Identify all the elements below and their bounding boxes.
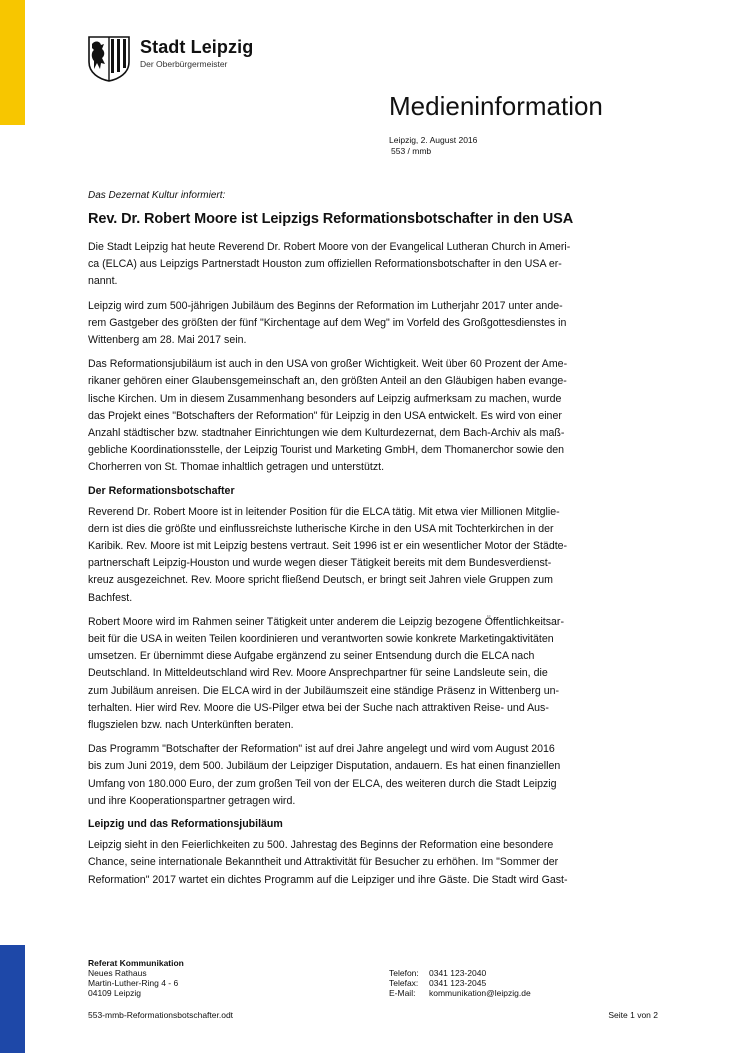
- footer-address: [88, 958, 184, 998]
- text-line: Umfang von 180.000 Euro, der zum großen Teil von der ELCA, des weiteren durch die Stadt Leipzig: [88, 777, 557, 790]
- text-line: lische Kirchen. Um in diesem Zusammenhang besonders auf Leipzig aufmerksam zu machen, wurde: [88, 392, 562, 405]
- fax-label: Telefax:: [389, 978, 419, 988]
- footer-address-line: Neues Rathaus: [88, 968, 147, 978]
- text-line: das Projekt eines "Botschafters der Reformation" für Leipzig in den USA entwickelt. Es wird von einer: [88, 409, 562, 422]
- text-line: Das Reformationsjubiläum ist auch in den USA von großer Wichtigkeit. Weit über 60 Prozent der Ame-: [88, 358, 568, 371]
- footer-org: Referat Kommunikation: [88, 958, 184, 968]
- phone-label: Telefon:: [389, 968, 419, 978]
- paragraph-6: [88, 741, 663, 810]
- email-address: kommunikation@leipzig.de: [429, 988, 531, 998]
- text-line: Reverend Dr. Robert Moore ist in leitender Position für die ELCA tätig. Mit etwa vier Millionen Mitglie-: [88, 505, 560, 518]
- section-heading-ambassador: Der Reformationsbotschafter: [88, 484, 235, 497]
- text-line: dern ist dies die größte und einflussreichste lutherische Kirche in den USA mit Tochterkirchen in der: [88, 522, 554, 535]
- text-line: gebliche Koordinationsstelle, der Leipzig Tourist und Marketing GmbH, dem Thomanerchor sowie den: [88, 444, 564, 457]
- paragraph-2: [88, 298, 663, 350]
- text-line: partnerschaft Leipzig-Houston und wurde wegen dieser Tätigkeit bereits mit dem Bundesverdienst-: [88, 557, 552, 570]
- footer-address-line: Martin-Luther-Ring 4 - 6: [88, 978, 179, 988]
- text-line: Chance, seine internationale Bekanntheit und Attraktivität für Besucher zu erhöhen. Im "Sommer der: [88, 856, 559, 869]
- paragraph-5: [88, 614, 663, 734]
- section-heading-jubilee: Leipzig und das Reformationsjubiläum: [88, 818, 283, 831]
- text-line: Robert Moore wird im Rahmen seiner Tätigkeit unter anderem die Leipzig bezogene Öffentlichkeitsar-: [88, 615, 564, 628]
- footer-contact: [389, 968, 531, 998]
- text-line: Deutschland. In Mitteldeutschland wird Rev. Moore Ansprechpartner für seine Landsleute sein, die: [88, 667, 548, 680]
- text-line: Leipzig wird zum 500-jährigen Jubiläum des Beginns der Reformation im Lutherjahr 2017 unter ande-: [88, 299, 563, 312]
- footer-bottom-line: [88, 1010, 663, 1020]
- date-line: Leipzig, 2. August 2016: [389, 135, 478, 145]
- logo-subtitle: Der Oberbürgermeister: [140, 59, 228, 69]
- yellow-accent-bar: [0, 0, 25, 125]
- text-line: Chorherren von St. Thomae inhaltlich getragen und unterstützt.: [88, 461, 385, 474]
- text-line: ca (ELCA) aus Leipzigs Partnerstadt Houston zum offiziellen Reformationsbotschafter in den USA er-: [88, 258, 562, 271]
- date-reference-block: [389, 135, 477, 157]
- text-line: beit für die USA in weiten Teilen koordinieren und verantworten sowie konkrete Marketingaktivitäten: [88, 633, 554, 646]
- headline: Rev. Dr. Robert Moore ist Leipzigs Reformationsbotschafter in den USA: [88, 211, 574, 227]
- page-number: Seite 1 von 2: [608, 1010, 658, 1020]
- text-line: und ihre Kooperationspartner getragen wird.: [88, 794, 296, 807]
- text-line: flugszielen bzw. nach Unterkünften beraten.: [88, 719, 294, 732]
- reference-number: 553 / mmb: [391, 146, 432, 156]
- city-logo: [88, 36, 253, 82]
- article-body: [88, 190, 663, 896]
- text-line: Anzahl städtischer bzw. stadtnaher Einrichtungen wie dem Kulturdezernat, dem Bach-Archiv als maß-: [88, 427, 565, 440]
- text-line: terhalten. Hier wird Rev. Moore die US-Pilger etwa bei der Suche nach attraktiven Reise- und Aus-: [88, 701, 549, 714]
- logo-title: Stadt Leipzig: [140, 37, 254, 57]
- text-line: rikaner gehören einer Glaubensgemeinschaft an, den größten Anteil an den Gläubigen haben evange-: [88, 375, 567, 388]
- text-line: rem Gastgeber des größten der fünf "Kirchentage auf dem Weg" im Vorfeld des Großgottesdienstes in: [88, 316, 567, 329]
- text-line: nannt.: [88, 275, 118, 288]
- blue-accent-bar: [0, 945, 25, 1053]
- fax-number: 0341 123-2045: [429, 978, 487, 988]
- phone-number: 0341 123-2040: [429, 968, 487, 978]
- coat-of-arms-icon: [88, 36, 130, 82]
- text-line: umsetzen. Er übernimmt diese Aufgabe ergänzend zu seiner Entsendung durch die ELCA nach: [88, 650, 535, 663]
- text-line: kreuz ausgezeichnet. Rev. Moore spricht fließend Deutsch, er bringt seit Jahren viele Gruppen zum: [88, 574, 553, 587]
- document-type-title: Medieninformation: [389, 91, 603, 121]
- kicker: Das Dezernat Kultur informiert:: [88, 190, 226, 201]
- text-line: Wittenberg am 28. Mai 2017 sein.: [88, 334, 247, 347]
- text-line: Karibik. Rev. Moore ist mit Leipzig bestens vertraut. Seit 1996 ist er ein wesentlicher Motor der Städte-: [88, 540, 568, 553]
- email-label: E-Mail:: [389, 988, 416, 998]
- text-line: Reformation" 2017 wartet ein dichtes Programm auf die Leipziger und ihre Gäste. Die Stadt wird Gast-: [88, 873, 568, 886]
- text-line: Das Programm "Botschafter der Reformation" ist auf drei Jahre angelegt und wird vom August 2016: [88, 743, 555, 756]
- paragraph-4: [88, 504, 663, 607]
- paragraph-3: [88, 356, 663, 476]
- text-line: Leipzig sieht in den Feierlichkeiten zu 500. Jahrestag des Beginns der Reformation eine besondere: [88, 839, 554, 852]
- paragraph-1: [88, 239, 663, 291]
- text-line: bis zum Juni 2019, dem 500. Jubiläum der Leipziger Disputation, andauern. Es hat einen finanziellen: [88, 760, 561, 773]
- text-line: Die Stadt Leipzig hat heute Reverend Dr. Robert Moore von der Evangelical Lutheran Church in Ameri-: [88, 241, 571, 253]
- text-line: Bachfest.: [88, 591, 133, 604]
- paragraph-7: [88, 837, 663, 889]
- footer-address-line: 04109 Leipzig: [88, 988, 141, 998]
- file-name: 553-mmb-Reformationsbotschafter.odt: [88, 1010, 234, 1020]
- text-line: zum Jubiläum anreisen. Die ELCA wird in der Jubiläumszeit eine ständige Präsenz in Wittenberg un-: [88, 684, 560, 697]
